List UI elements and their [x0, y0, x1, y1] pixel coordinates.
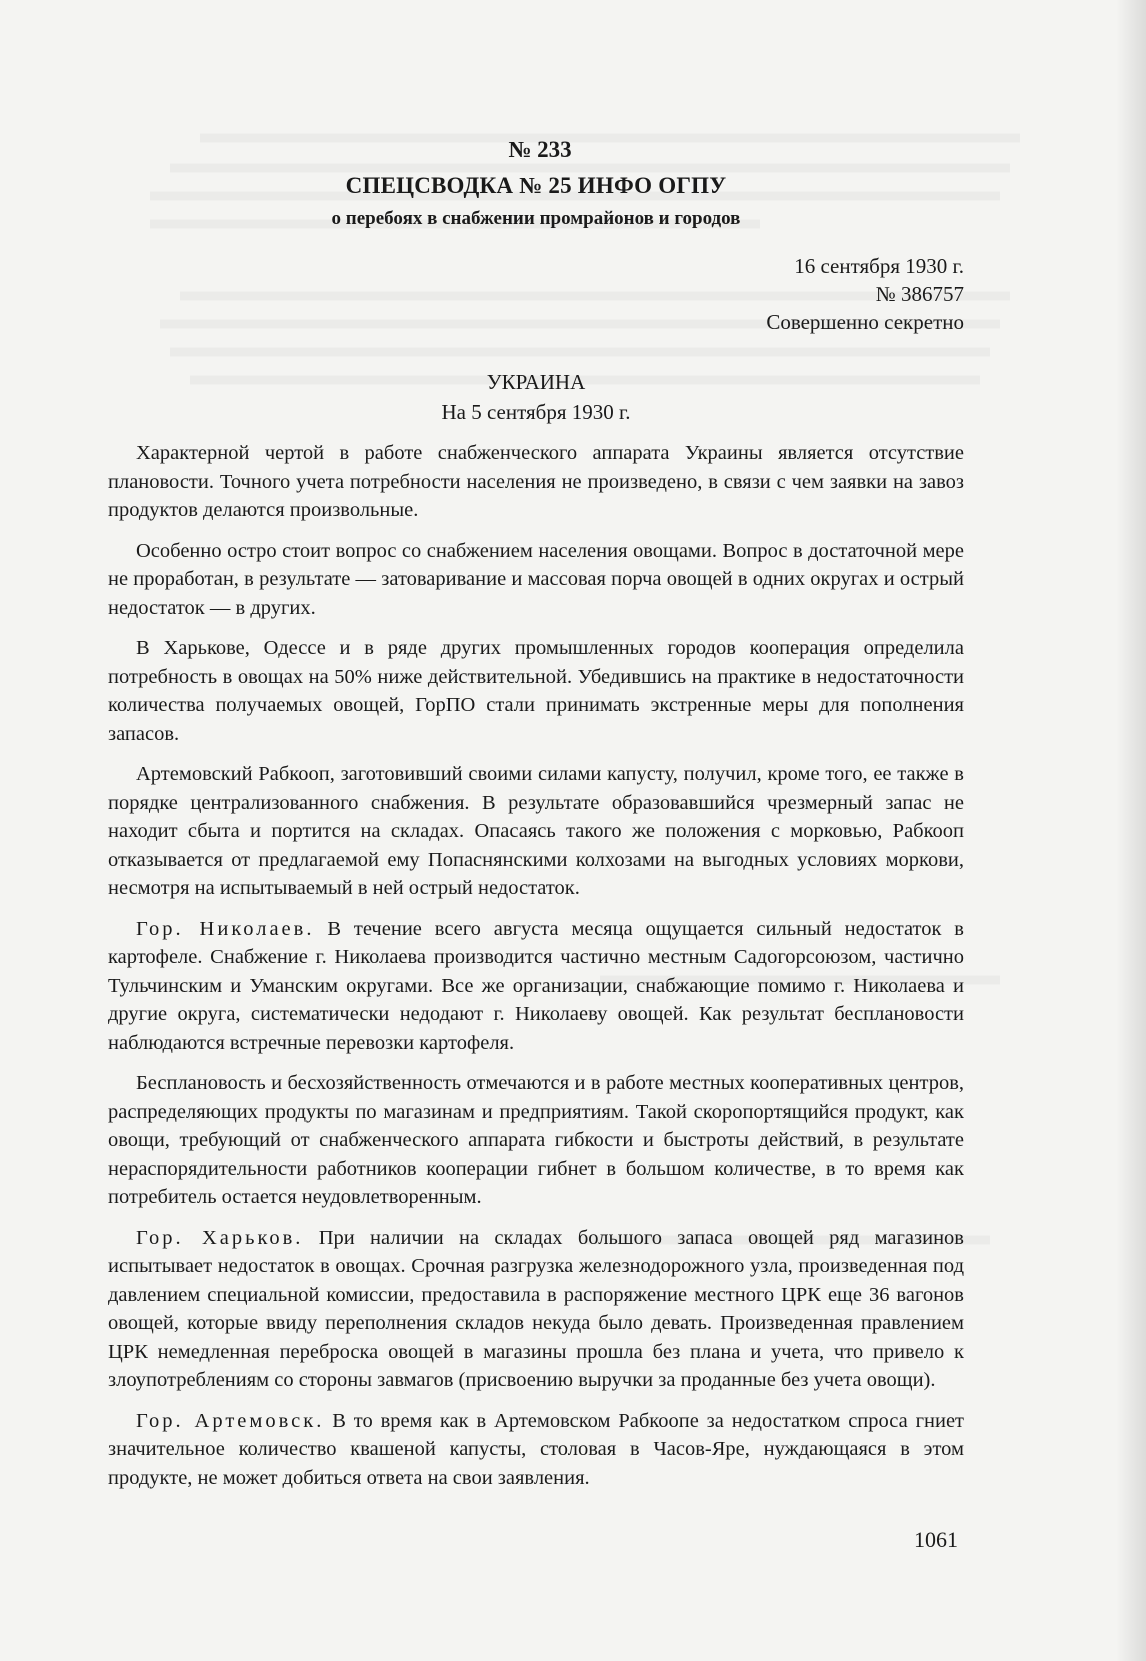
paragraph-text: Бесплановость и бесхозяйственность отмечаются и в работе местных кооперативных центров, распределяющих продукты по магазинам и предприятиям. Такой скоропортящийся продукт, как овощи, требующий от снабженческого аппарата гибкости и быстроты действий, в результате нераспорядительности работников кооперации гибнет в большом количестве, в то время как потребитель остается неудовлетворенным.	[108, 1072, 964, 1208]
document-meta	[108, 252, 964, 336]
paragraph-text: При наличии на складах большого запаса овощей ряд магазинов испытывает недостаток в овощах. Срочная разгрузка железнодорожного узла, произведенная под давлением специальной комиссии, предоставила в распоряжение местного ЦРК еще 36 вагонов овощей, которые ввиду переполнения складов некуда было девать. Произведенная правлением ЦРК немедленная переброска овощей в магазины прошла без плана и учета, что привело к злоупотреблениям со стороны завмагов (присвоению выручки за проданные без учета овощи).	[108, 1226, 964, 1391]
paragraph	[108, 537, 964, 623]
paragraph-text: В то время как в Артемовском Рабкоопе за недостатком спроса гниет значительное количество квашеной капусты, столовая в Часов-Яре, нуждающаяся в этом продукте, не может добиться ответа на свои заявления.	[108, 1409, 964, 1489]
paragraph-text: Артемовский Рабкооп, заготовивший своими силами капусту, получил, кроме того, ее также в порядке централизованного снабжения. В результате образовавшийся чрезмерный запас не находит сбыта и портится на складах. Опасаясь такого же положения с морковью, Рабкооп отказывается от предлагаемой ему Попаснянскими колхозами на выгодных условиях моркови, несмотря на испытываемый в ней острый недостаток.	[108, 763, 964, 899]
document-body	[108, 134, 964, 1504]
section-title: УКРАИНА	[486, 370, 586, 394]
document-number: № 233	[508, 137, 572, 162]
classification-label: Совершенно секретно	[766, 310, 964, 334]
document-subtitle: о перебоях в снабжении промрайонов и городов	[331, 208, 741, 229]
document-title: СПЕЦСВОДКА № 25 ИНФО ОГПУ	[345, 173, 727, 198]
page-number: 1061	[914, 1527, 958, 1552]
paragraph	[108, 1069, 964, 1212]
page-edge-shadow	[1116, 0, 1146, 1661]
paragraph-lead: Гор. Харьков.	[136, 1226, 304, 1249]
paragraph	[108, 439, 964, 525]
paragraph-text: В течение всего августа месяца ощущается сильный недостаток в картофеле. Снабжение г. Николаева производится частично местным Садогорсоюзом, частично Тульчинским и Уманским округами. Все же организации, снабжающие помимо г. Николаева и другие округа, систематически недодают г. Николаеву овощей. Как результат бесплановости наблюдаются встречные перевозки картофеля.	[108, 917, 964, 1054]
paragraph-lead: Гор. Артемовск.	[136, 1409, 325, 1432]
paragraph	[108, 915, 964, 1058]
section-date: На 5 сентября 1930 г.	[441, 400, 631, 424]
paragraph-text: Особенно остро стоит вопрос со снабжением населения овощами. Вопрос в достаточной мере не проработан, в результате — затоваривание и массовая порча овощей в одних округах и острый недостаток — в других.	[108, 539, 964, 619]
paragraph-text: Характерной чертой в работе снабженческого аппарата Украины является отсутствие плановости. Точного учета потребности населения не произведено, в связи с чем заявки на завоз продуктов делаются произвольные.	[108, 442, 964, 521]
paragraph	[108, 760, 964, 903]
document-date: 16 сентября 1930 г.	[794, 254, 964, 278]
paragraphs	[108, 439, 964, 1492]
paragraph	[108, 1407, 964, 1493]
paragraph	[108, 1224, 964, 1395]
registration-number: № 386757	[875, 282, 964, 306]
paragraph-lead: Гор. Николаев.	[136, 917, 315, 940]
paragraph	[108, 634, 964, 748]
paragraph-text: В Харькове, Одессе и в ряде других промышленных городов кооперация определила потребность в овощах на 50% ниже действительной. Убедившись на практике в недостаточности количества получаемых овощей, ГорПО стали принимать экстренные меры для пополнения запасов.	[108, 637, 964, 745]
